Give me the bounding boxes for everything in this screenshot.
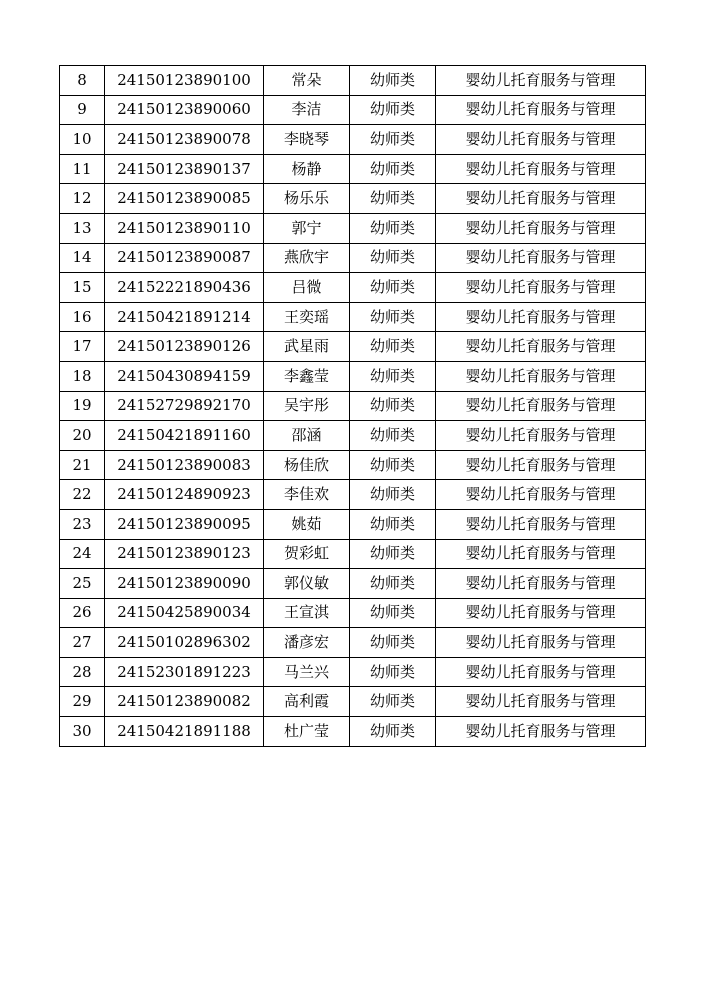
major-cell: 婴幼儿托育服务与管理 <box>436 598 646 628</box>
row-number-cell: 20 <box>60 421 105 451</box>
student-name-cell: 郭宁 <box>264 213 350 243</box>
row-number-cell: 17 <box>60 332 105 362</box>
table-row <box>60 213 646 243</box>
category-cell: 幼师类 <box>350 302 436 332</box>
major-cell: 婴幼儿托育服务与管理 <box>436 539 646 569</box>
row-number-cell: 29 <box>60 687 105 717</box>
student-name-cell: 李佳欢 <box>264 480 350 510</box>
row-number-cell: 21 <box>60 450 105 480</box>
student-id-cell: 24150123890100 <box>105 66 264 96</box>
table-row <box>60 154 646 184</box>
category-cell: 幼师类 <box>350 450 436 480</box>
table-row <box>60 598 646 628</box>
table-row <box>60 184 646 214</box>
category-cell: 幼师类 <box>350 154 436 184</box>
category-cell: 幼师类 <box>350 66 436 96</box>
category-cell: 幼师类 <box>350 273 436 303</box>
row-number-cell: 8 <box>60 66 105 96</box>
table-row <box>60 539 646 569</box>
student-id-cell: 24150421891188 <box>105 717 264 747</box>
student-name-cell: 常朵 <box>264 66 350 96</box>
major-cell: 婴幼儿托育服务与管理 <box>436 717 646 747</box>
student-name-cell: 王宣淇 <box>264 598 350 628</box>
row-number-cell: 13 <box>60 213 105 243</box>
student-id-cell: 24150123890126 <box>105 332 264 362</box>
student-id-cell: 24150123890123 <box>105 539 264 569</box>
student-name-cell: 姚茹 <box>264 509 350 539</box>
row-number-cell: 30 <box>60 717 105 747</box>
student-name-cell: 武星雨 <box>264 332 350 362</box>
student-name-cell: 杨乐乐 <box>264 184 350 214</box>
row-number-cell: 24 <box>60 539 105 569</box>
student-id-cell: 24150123890110 <box>105 213 264 243</box>
table-row <box>60 391 646 421</box>
table-row <box>60 125 646 155</box>
category-cell: 幼师类 <box>350 628 436 658</box>
major-cell: 婴幼儿托育服务与管理 <box>436 332 646 362</box>
category-cell: 幼师类 <box>350 125 436 155</box>
student-id-cell: 24150123890083 <box>105 450 264 480</box>
student-name-cell: 李洁 <box>264 95 350 125</box>
row-number-cell: 28 <box>60 657 105 687</box>
table-row <box>60 243 646 273</box>
major-cell: 婴幼儿托育服务与管理 <box>436 361 646 391</box>
major-cell: 婴幼儿托育服务与管理 <box>436 687 646 717</box>
student-name-cell: 贺彩虹 <box>264 539 350 569</box>
category-cell: 幼师类 <box>350 391 436 421</box>
student-name-cell: 李鑫莹 <box>264 361 350 391</box>
student-id-cell: 24150123890095 <box>105 509 264 539</box>
student-roster-table <box>59 65 646 747</box>
row-number-cell: 27 <box>60 628 105 658</box>
category-cell: 幼师类 <box>350 687 436 717</box>
table-row <box>60 628 646 658</box>
category-cell: 幼师类 <box>350 243 436 273</box>
major-cell: 婴幼儿托育服务与管理 <box>436 509 646 539</box>
row-number-cell: 9 <box>60 95 105 125</box>
student-id-cell: 24150123890085 <box>105 184 264 214</box>
row-number-cell: 12 <box>60 184 105 214</box>
category-cell: 幼师类 <box>350 213 436 243</box>
major-cell: 婴幼儿托育服务与管理 <box>436 125 646 155</box>
table-row <box>60 95 646 125</box>
table-row <box>60 687 646 717</box>
table-row <box>60 569 646 599</box>
student-id-cell: 24150123890090 <box>105 569 264 599</box>
major-cell: 婴幼儿托育服务与管理 <box>436 657 646 687</box>
major-cell: 婴幼儿托育服务与管理 <box>436 273 646 303</box>
student-id-cell: 24150123890078 <box>105 125 264 155</box>
major-cell: 婴幼儿托育服务与管理 <box>436 243 646 273</box>
category-cell: 幼师类 <box>350 361 436 391</box>
student-id-cell: 24152729892170 <box>105 391 264 421</box>
student-id-cell: 24150421891160 <box>105 421 264 451</box>
table-row <box>60 509 646 539</box>
row-number-cell: 25 <box>60 569 105 599</box>
table-row <box>60 450 646 480</box>
category-cell: 幼师类 <box>350 717 436 747</box>
major-cell: 婴幼儿托育服务与管理 <box>436 213 646 243</box>
row-number-cell: 19 <box>60 391 105 421</box>
student-name-cell: 吴宇彤 <box>264 391 350 421</box>
category-cell: 幼师类 <box>350 657 436 687</box>
major-cell: 婴幼儿托育服务与管理 <box>436 302 646 332</box>
student-name-cell: 潘彦宏 <box>264 628 350 658</box>
category-cell: 幼师类 <box>350 421 436 451</box>
major-cell: 婴幼儿托育服务与管理 <box>436 184 646 214</box>
category-cell: 幼师类 <box>350 509 436 539</box>
student-name-cell: 杨静 <box>264 154 350 184</box>
student-id-cell: 24150123890082 <box>105 687 264 717</box>
row-number-cell: 14 <box>60 243 105 273</box>
category-cell: 幼师类 <box>350 332 436 362</box>
major-cell: 婴幼儿托育服务与管理 <box>436 480 646 510</box>
table-row <box>60 332 646 362</box>
student-id-cell: 24150123890060 <box>105 95 264 125</box>
table-row <box>60 361 646 391</box>
major-cell: 婴幼儿托育服务与管理 <box>436 95 646 125</box>
table-row <box>60 302 646 332</box>
row-number-cell: 15 <box>60 273 105 303</box>
row-number-cell: 16 <box>60 302 105 332</box>
major-cell: 婴幼儿托育服务与管理 <box>436 66 646 96</box>
major-cell: 婴幼儿托育服务与管理 <box>436 154 646 184</box>
category-cell: 幼师类 <box>350 184 436 214</box>
student-name-cell: 王奕瑶 <box>264 302 350 332</box>
table-row <box>60 421 646 451</box>
student-id-cell: 24150425890034 <box>105 598 264 628</box>
student-name-cell: 邵涵 <box>264 421 350 451</box>
row-number-cell: 23 <box>60 509 105 539</box>
student-id-cell: 24150430894159 <box>105 361 264 391</box>
student-name-cell: 李晓琴 <box>264 125 350 155</box>
major-cell: 婴幼儿托育服务与管理 <box>436 421 646 451</box>
student-name-cell: 马兰兴 <box>264 657 350 687</box>
category-cell: 幼师类 <box>350 95 436 125</box>
student-name-cell: 郭仪敏 <box>264 569 350 599</box>
student-id-cell: 24150102896302 <box>105 628 264 658</box>
table-row <box>60 273 646 303</box>
category-cell: 幼师类 <box>350 598 436 628</box>
table-row <box>60 66 646 96</box>
roster-table-body <box>60 66 646 747</box>
table-row <box>60 480 646 510</box>
row-number-cell: 26 <box>60 598 105 628</box>
major-cell: 婴幼儿托育服务与管理 <box>436 450 646 480</box>
student-id-cell: 24150123890087 <box>105 243 264 273</box>
table-row <box>60 717 646 747</box>
table-row <box>60 657 646 687</box>
major-cell: 婴幼儿托育服务与管理 <box>436 628 646 658</box>
major-cell: 婴幼儿托育服务与管理 <box>436 569 646 599</box>
major-cell: 婴幼儿托育服务与管理 <box>436 391 646 421</box>
student-name-cell: 吕微 <box>264 273 350 303</box>
student-name-cell: 燕欣宇 <box>264 243 350 273</box>
student-id-cell: 24152301891223 <box>105 657 264 687</box>
category-cell: 幼师类 <box>350 569 436 599</box>
student-id-cell: 24150421891214 <box>105 302 264 332</box>
row-number-cell: 10 <box>60 125 105 155</box>
student-name-cell: 杜广莹 <box>264 717 350 747</box>
student-name-cell: 杨佳欣 <box>264 450 350 480</box>
student-id-cell: 24152221890436 <box>105 273 264 303</box>
category-cell: 幼师类 <box>350 539 436 569</box>
student-id-cell: 24150123890137 <box>105 154 264 184</box>
category-cell: 幼师类 <box>350 480 436 510</box>
student-name-cell: 高利霞 <box>264 687 350 717</box>
row-number-cell: 22 <box>60 480 105 510</box>
row-number-cell: 11 <box>60 154 105 184</box>
row-number-cell: 18 <box>60 361 105 391</box>
student-id-cell: 24150124890923 <box>105 480 264 510</box>
